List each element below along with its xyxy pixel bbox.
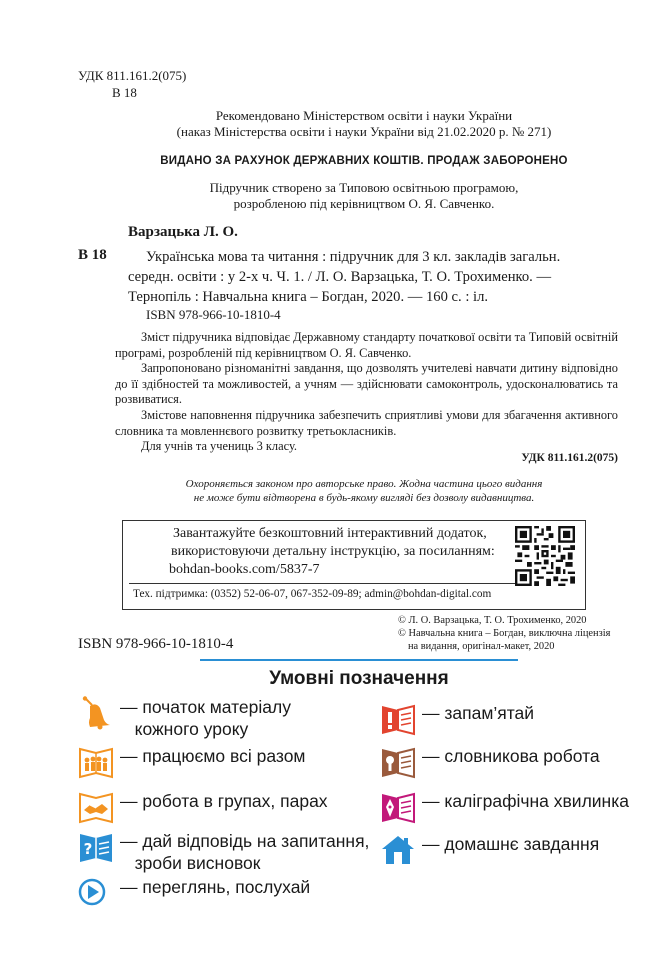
legend-item-calligraphy: [380, 790, 629, 824]
author-heading: Варзацька Л. О.: [128, 224, 238, 240]
copyright-line3: на видання, оригінал-макет, 2020: [408, 641, 555, 652]
legend-text-calligraphy: — каліграфічна хвилинка: [422, 791, 629, 811]
play-icon: [78, 876, 114, 910]
bell-icon: [78, 696, 114, 730]
legend-item-groups-pairs: [78, 790, 328, 824]
isbn-bottom: ISBN 978-966-10-1810-4: [78, 636, 234, 652]
abstract-p1: Зміст підручника відповідає Державному стандарту початкової освіти та Типовій освітній програмі, розробленій під керівництвом О. Я. Савченко.: [115, 330, 618, 360]
catalog-isbn: ISBN 978-966-10-1810-4: [146, 307, 281, 322]
abstract-p3: Змістове наповнення підручника забезпечить сприятливі умови для збагачення активного словника та мовленнєвого розвитку третьокласників.: [115, 407, 618, 438]
udc-code: УДК 811.161.2(075): [78, 68, 187, 83]
copyright-line2: © Навчальна книга – Богдан, виключна ліцензія: [398, 628, 611, 639]
program-line1: Підручник створено за Типовою освітньою програмою,: [209, 180, 519, 195]
legend-item-lesson-start: [78, 696, 291, 740]
house-icon: [380, 833, 416, 867]
program-line2: розробленою під керівництвом О. Я. Савченко.: [233, 196, 495, 211]
abstract-p4: Для учнів та учениць 3 класу.: [141, 439, 297, 454]
legend-title: Умовні позначення: [269, 668, 449, 689]
legend-item-remember: [380, 702, 534, 736]
bbk-code: В 18: [112, 85, 137, 100]
catalog-line3: Тернопіль : Навчальна книга – Богдан, 2020. — 160 с. : іл.: [128, 289, 489, 305]
support-contacts: Тех. підтримка: (0352) 52-06-07, 067-352-09-89; admin@bohdan-digital.com: [133, 588, 492, 600]
abstract-udc: УДК 811.161.2(075): [521, 452, 618, 464]
support-box: [122, 520, 586, 610]
legend-text-watch-listen: — переглянь, послухай: [120, 877, 311, 897]
question-book-icon: [78, 830, 114, 864]
legend-item-vocabulary: [380, 745, 600, 779]
support-line1: Завантажуйте безкоштовний інтерактивний додаток,: [173, 526, 487, 541]
legend-text-homework: — домашнє завдання: [422, 834, 600, 854]
support-url[interactable]: bohdan-books.com/5837-7: [169, 562, 320, 577]
recommendation-line1: Рекомендовано Міністерством освіти і науки України: [215, 108, 513, 123]
group-book-icon: [78, 745, 114, 779]
legend-rule: [200, 659, 518, 661]
state-funds-notice: ВИДАНО ЗА РАХУНОК ДЕРЖАВНИХ КОШТІВ. ПРОДАЖ ЗАБОРОНЕНО: [160, 155, 568, 167]
copyright-notice-line2: не може бути відтворена в будь-якому вигляді без дозволу видавництва.: [193, 492, 535, 504]
handshake-book-icon: [78, 790, 114, 824]
copyright-line1: © Л. О. Варзацька, Т. О. Трохименко, 2020: [398, 615, 587, 626]
legend-text-all-together: — працюємо всі разом: [120, 746, 306, 766]
abstract: [115, 330, 618, 455]
catalog-code: В 18: [78, 247, 107, 263]
copyright-notice-line1: Охороняється законом про авторське право. Жодна частина цього видання: [185, 478, 543, 490]
legend-text-answer: — дай відповідь на запитання, зроби висновок: [120, 831, 370, 873]
legend-text-remember: — запам’ятай: [422, 703, 535, 723]
legend-item-all-together: [78, 745, 305, 779]
recommendation-line2: (наказ Міністерства освіти і науки України від 21.02.2020 р. № 271): [176, 124, 552, 139]
svg-text:?: ?: [83, 840, 93, 858]
catalog-line1: Українська мова та читання : підручник для 3 кл. закладів загальн.: [146, 249, 561, 265]
abstract-p2: Запропоновано різноманітні завдання, що дозволять учителеві навчати дитину відповідно до її здібностей та можливостей, а учням — здійснювати самоконтроль, удосконалюватись та розвиватися.: [115, 361, 618, 407]
catalog-line2: середн. освіти : у 2-х ч. Ч. 1. / Л. О. Варзацька, Т. О. Трохименко. —: [128, 269, 552, 285]
legend-text-vocabulary: — словникова робота: [422, 746, 600, 766]
support-line2: використовуючи детальну інструкцію, за посиланням:: [171, 544, 495, 559]
legend-item-answer: [78, 830, 369, 874]
legend-text-groups-pairs: — робота в групах, парах: [120, 791, 328, 811]
legend-item-watch-listen: [78, 876, 310, 910]
legend-text-lesson-start: — початок матеріалу кожного уроку: [120, 697, 291, 739]
legend-item-homework: [380, 833, 599, 867]
pen-book-icon: [380, 790, 416, 824]
exclamation-book-icon: [380, 702, 416, 736]
support-divider: [129, 583, 515, 584]
qr-code[interactable]: [515, 526, 575, 586]
dictionary-book-icon: [380, 745, 416, 779]
